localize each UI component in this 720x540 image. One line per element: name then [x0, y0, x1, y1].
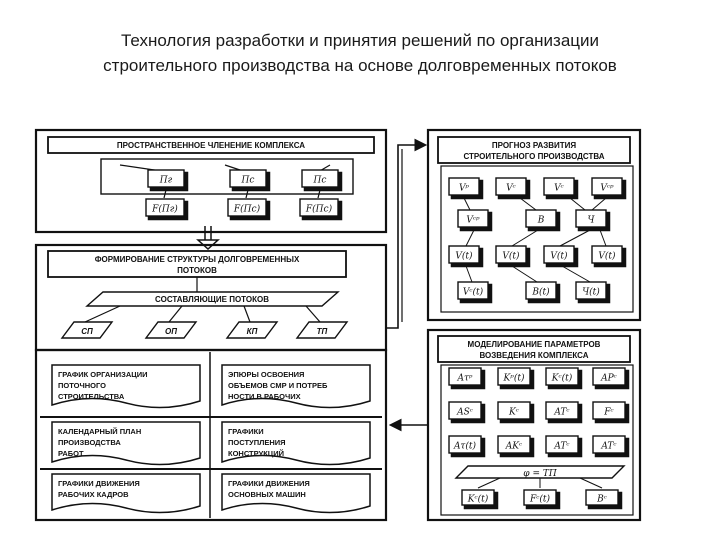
right-bottom-r3-3-label: ATᶜ [554, 441, 570, 452]
right-top-connector-10 [512, 266, 537, 282]
left-top-fvar-1-label: F(Пг) [152, 204, 178, 215]
left-bottom-doc-6-line-1: ГРАФИКИ ДВИЖЕНИЯ [228, 479, 310, 488]
left-bottom-doc-4-line-2: ПОСТУПЛЕНИЯ [228, 438, 286, 447]
left-bottom-doc-1-line-2: ПОТОЧНОГО [58, 381, 106, 390]
right-bottom-bar-label: φ = TП [523, 469, 557, 479]
left-bottom-doc-3-line-2: ПРОИЗВОДСТВА [58, 438, 121, 447]
left-bottom-doc-5-line-2: РАБОЧИХ КАДРОВ [58, 490, 129, 499]
right-top-connector-11 [562, 266, 590, 282]
left-mid-branch-3 [244, 306, 250, 322]
left-top-var-1-label: Пг [159, 175, 173, 186]
left-mid-stream-label-1: СП [81, 327, 93, 336]
left-mid-header-1: ФОРМИРОВАНИЕ СТРУКТУРЫ ДОЛГОВРЕМЕННЫХ [94, 255, 300, 264]
left-mid-stream-label-3: КП [246, 327, 258, 336]
right-top-r3-3-label: V(t) [550, 251, 568, 262]
right-bottom-r4-1-label: Kᶜ(t) [467, 494, 489, 505]
arrow-to-forecast [386, 145, 424, 328]
right-top-connector-6 [512, 230, 538, 246]
right-bottom-r4-2-label: Fᶜ(t) [529, 494, 551, 505]
left-mid-header-2: ПОТОКОВ [177, 266, 217, 275]
left-mid-stream-label-4: ТП [316, 327, 328, 336]
right-bottom-header-2: ВОЗВЕДЕНИЯ КОМПЛЕКСА [479, 351, 589, 360]
left-bottom-doc-6-line-2: ОСНОВНЫХ МАШИН [228, 490, 306, 499]
right-top-connector-4 [592, 198, 606, 210]
right-top-connector-1 [464, 198, 470, 210]
right-top-r3-1-label: V(t) [455, 251, 473, 262]
left-bottom-doc-4-line-3: КОНСТРУКЦИЙ [228, 449, 285, 458]
right-top-r1-4-label: Vᶜᵖ [600, 183, 614, 194]
right-bottom-r2-1-label: ASᶜ [457, 407, 473, 418]
right-bottom-r1-3-label: Kᶜ(t) [551, 373, 573, 384]
right-top-r3-2-label: V(t) [502, 251, 520, 262]
left-bottom-doc-3-line-1: КАЛЕНДАРНЫЙ ПЛАН [58, 427, 142, 436]
right-top-r2-1-label: Vᶜᵖ [466, 215, 480, 226]
left-mid-branch-2 [169, 306, 182, 322]
right-top-r2-2-label: В [537, 215, 545, 226]
left-mid-stream-label-2: ОП [165, 327, 177, 336]
right-top-r1-2-label: Vᶜ [506, 183, 516, 194]
right-bottom-branch-3 [580, 478, 602, 488]
left-bottom-doc-2-line-2: ОБЪЕМОВ СМР И ПОТРЕБ [228, 381, 328, 390]
right-top-connector-7 [560, 230, 590, 246]
right-bottom-r2-3-label: ATᶜ [554, 407, 570, 418]
left-bottom-doc-4-line-1: ГРАФИКИ [228, 427, 264, 436]
right-top-connector-8 [600, 230, 606, 246]
right-top-r4-2-label: В(t) [532, 287, 550, 298]
right-top-connector-3 [570, 198, 585, 210]
left-top-header: ПРОСТРАНСТВЕННОЕ ЧЛЕНЕНИЕ КОМПЛЕКСА [116, 141, 306, 150]
right-bottom-r1-2-label: Kᵖ(t) [503, 373, 525, 384]
right-top-r4-1-label: Vᶜ(t) [462, 287, 484, 298]
right-bottom-r4-3-label: Bᶜ [597, 494, 607, 505]
title-line-2: строительного производства на основе долговременных потоков [103, 56, 617, 75]
right-top-connector-5 [466, 230, 474, 246]
right-top-header-2: СТРОИТЕЛЬНОГО ПРОИЗВОДСТВА [463, 152, 605, 161]
right-top-connector-9 [466, 266, 472, 282]
right-bottom-r1-1-label: Aτᵖ [457, 373, 473, 384]
right-top-r4-3-label: Ч(t) [582, 287, 600, 298]
right-bottom-r2-2-label: Kᶜ [509, 407, 519, 418]
left-bottom-doc-2-line-1: ЭПЮРЫ ОСВОЕНИЯ [228, 370, 305, 379]
right-bottom-r3-4-label: ATᶜ [601, 441, 617, 452]
left-top-var-3-label: Пс [313, 175, 327, 186]
left-bottom-doc-3-line-3: РАБОТ [58, 449, 84, 458]
left-mid-bar-label: СОСТАВЛЯЮЩИЕ ПОТОКОВ [155, 295, 269, 304]
left-top-var-2-label: Пс [241, 175, 255, 186]
right-bottom-header-1: МОДЕЛИРОВАНИЕ ПАРАМЕТРОВ [467, 340, 601, 349]
left-mid-branch-4 [306, 306, 320, 322]
right-top-connector-2 [520, 198, 536, 210]
left-top-fvar-3-label: F(Пс) [305, 204, 333, 215]
right-top-r1-1-label: Vᵖ [458, 183, 470, 194]
right-bottom-r2-4-label: Fᶜ [604, 407, 614, 418]
right-bottom-r3-2-label: AKᶜ [505, 441, 523, 452]
left-bottom-doc-5-line-1: ГРАФИКИ ДВИЖЕНИЯ [58, 479, 140, 488]
left-top-fvar-2-label: F(Пс) [233, 204, 261, 215]
right-top-r2-3-label: Ч [587, 215, 595, 226]
title-line-1: Технология разработки и принятия решений по организации [120, 31, 600, 50]
left-bottom-doc-1-line-1: ГРАФИК ОРГАНИЗАЦИИ [58, 370, 148, 379]
right-top-r3-4-label: V(t) [598, 251, 616, 262]
right-bottom-r3-1-label: Aτ(t) [453, 441, 477, 452]
right-bottom-r1-4-label: APᶜ [601, 373, 617, 384]
left-bottom-doc-1-line-3: СТРОИТЕЛЬСТВА [58, 392, 125, 401]
left-mid-branch-1 [85, 306, 120, 322]
right-top-header-1: ПРОГНОЗ РАЗВИТИЯ [491, 141, 577, 150]
right-top-r1-3-label: Vᶜ [554, 183, 564, 194]
right-bottom-branch-1 [478, 478, 500, 488]
left-bottom-doc-2-line-3: НОСТИ В РАБОЧИХ [228, 392, 301, 401]
